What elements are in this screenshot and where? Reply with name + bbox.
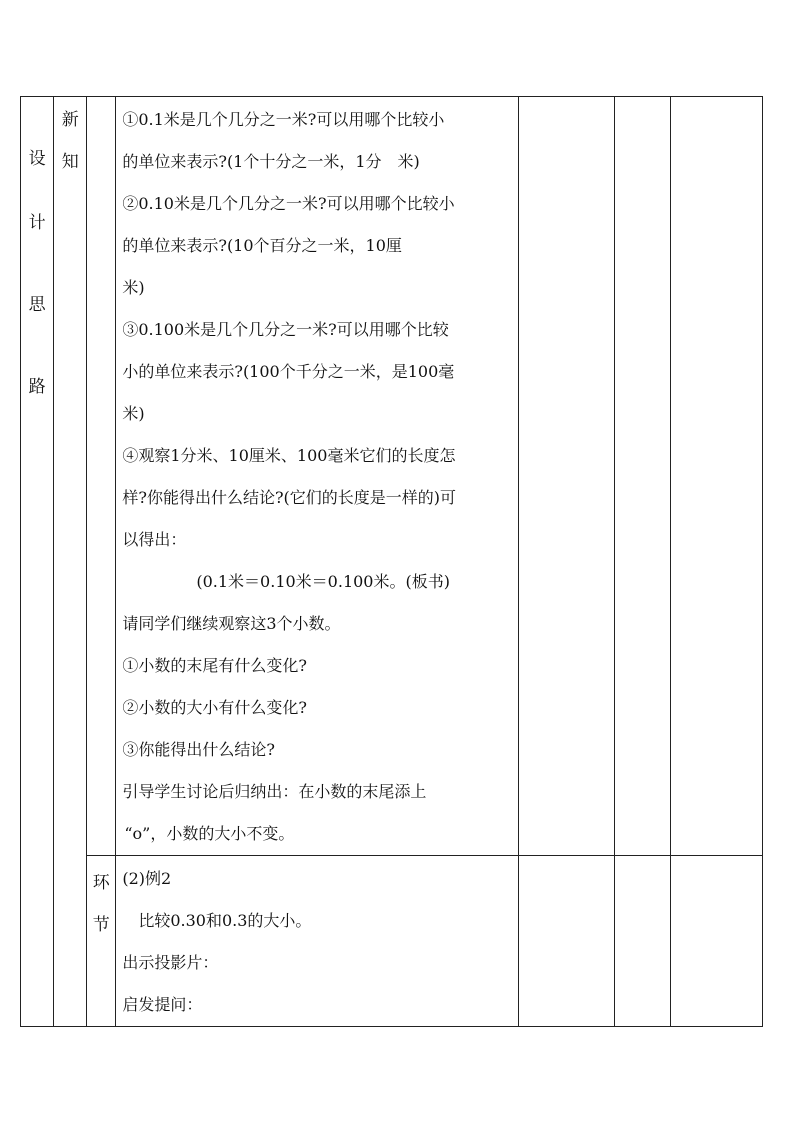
new-knowledge-label: 新 知	[54, 97, 87, 1027]
text-line: ①0.1米是几个几分之一米?可以用哪个比较小	[122, 110, 445, 129]
text-line: “o”，小数的大小不变。	[124, 824, 295, 843]
lesson-plan-table	[20, 96, 763, 1027]
text-line: ③你能得出什么结论?	[122, 740, 275, 759]
text-line: (0.1米＝0.10米＝0.100米。(板书)	[196, 572, 450, 591]
text-line: ②小数的大小有什么变化?	[122, 698, 307, 717]
text-line: (2)例2	[122, 869, 172, 888]
section1-content	[116, 97, 519, 856]
text-line: 以得出：	[122, 530, 187, 549]
text-line: 引导学生讨论后归纳出：在小数的末尾添上	[122, 782, 427, 801]
text-line: 请同学们继续观察这3个小数。	[122, 614, 341, 633]
text-line: 比较0.30和0.3的大小。	[138, 911, 312, 930]
text-line: ④观察1分米、10厘米、100毫米它们的长度怎	[122, 446, 456, 465]
empty-cell	[615, 856, 670, 1027]
text-line: 的单位来表示?(1个十分之一米，1分 米)	[122, 152, 420, 171]
empty-cell	[615, 97, 670, 856]
link-stage-label: 环 节	[87, 856, 116, 1027]
empty-cell	[518, 97, 614, 856]
text-line: 出示投影片：	[122, 953, 219, 972]
empty-cell	[87, 97, 116, 856]
text-line: 启发提问：	[122, 995, 203, 1014]
text-line: ③0.100米是几个几分之一米?可以用哪个比较	[122, 320, 449, 339]
text-line: 米)	[122, 404, 145, 423]
text-line: 米)	[122, 278, 145, 297]
text-line: 样?你能得出什么结论?(它们的长度是一样的)可	[122, 488, 457, 507]
text-line: 小的单位来表示?(100个千分之一米，是100毫	[122, 362, 455, 381]
empty-cell	[518, 856, 614, 1027]
empty-cell	[670, 97, 762, 856]
design-thinking-label: 设 计 思 路	[21, 97, 54, 1027]
table-row	[21, 856, 763, 1027]
text-line: ①小数的末尾有什么变化?	[122, 656, 307, 675]
section2-content	[116, 856, 519, 1027]
text-line: 的单位来表示?(10个百分之一米，10厘	[122, 236, 402, 255]
text-line: ②0.10米是几个几分之一米?可以用哪个比较小	[122, 194, 455, 213]
table-row	[21, 97, 763, 856]
empty-cell	[670, 856, 762, 1027]
